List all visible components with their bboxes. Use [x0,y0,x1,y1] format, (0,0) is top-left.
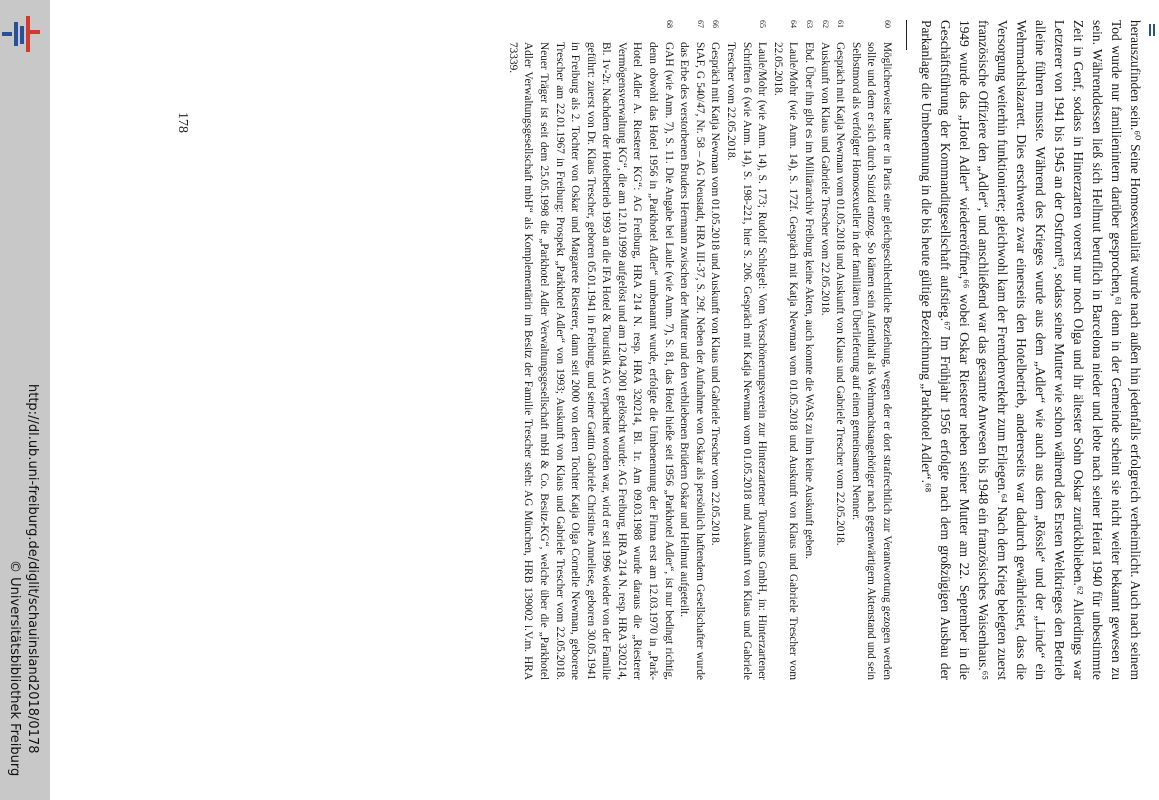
page-content [504,20,1145,680]
footnote-text: StAF, G 540/47, Nr. 58 – AG Neustadt, HRA III-37, S. 29f. Neben der Aufnahme von Oskar als persönlich haftendem Gesellschafter wurde das Erbe des verstorbenen Bruders Hermann zwischen der Mutter und den verbliebenen Brüdern Oskar und Hellmut aufgeteilt. [678,42,706,680]
scroll-indicator-icon [1149,24,1155,36]
source-url[interactable]: http://dl.ub.uni-freiburg.de/diglit/schauinsland2018/0178 [25,384,40,754]
footnote-text: Gespräch mit Katja Newman vom 01.05.2018 und Auskunft von Klaus und Gabriele Trescher vom 22.05.2018. [709,42,722,546]
footnotes [504,20,894,680]
body-text [917,20,1145,680]
footnote-text: Gespräch mit Katja Newman vom 01.05.2018 und Auskunft von Klaus und Gabriele Trescher vom 22.05.2018. [834,42,847,546]
footnote-64 [769,20,800,680]
copyright-text: © Universitätsbibliothek Freiburg [7,560,22,777]
footnote-number: 67 [695,20,705,28]
footnote-number: 66 [711,20,721,28]
page-number: 178 [175,112,190,133]
footnote-61 [832,20,848,680]
footnote-text: Laule/Mohr (wie Anm. 14), S. 172f. Gespräch mit Katja Newman vom 01.05.2018 und Auskunft von Klaus und Gabriele Trescher vom 22.05.2018. [771,42,800,680]
footnote-66 [707,20,723,680]
footnote-text: Ebd. Über ihn gibt es im Militärarchiv Freiburg keine Akten, auch konnte die WASt zu ihm keine Auskunft geben. [803,42,816,559]
footnote-number: 61 [836,20,846,28]
footnote-separator [906,20,907,50]
document-page [50,0,1159,800]
footnote-number: 64 [789,20,799,28]
sidebar [0,0,50,800]
footnote-62 [816,20,832,680]
footnote-63 [800,20,816,680]
footnote-65 [722,20,769,680]
footnote-number: 63 [805,20,815,28]
footnote-60 [847,20,894,680]
footnote-number: 65 [758,20,768,28]
university-logo[interactable] [2,16,42,52]
body-paragraph: herauszufinden sein.⁶⁰ Seine Homosexualität wurde nach außen hin jedenfalls erfolgreich verheimlicht. Auch nach seinem Tod wurde nur familienintern darüber gesprochen,⁶¹ denn in der Gemeinde scheint sie nicht weiter bekannt gewesen zu sein. Währenddessen ließ sich Hellmut beruflich in Barcelona nieder und lebte nach seiner Heirat 1940 für unbestimmte Zeit in Genf, sodass in Hinterzarten vorerst nur noch Olga und ihr ältester Sohn Oskar zurückblieben.⁶² Allerdings war Letzterer von 1941 bis 1945 an der Ostfront⁶³, sodass seine Mutter wie schon während des Ersten Weltkrieges den Betrieb alleine führen musste. Während des Krieges wurde aus dem „Adler“ wie auch aus dem „Rössle“ und der „Linde“ ein Wehrmachtslazarett. Dies erschwerte zwar einerseits den Hotelbetrieb, andererseits war dadurch gewährleistet, dass die Versorgung weiterhin funktionierte; gleichwohl kam der Fremdenverkehr zum Erliegen.⁶⁴ Nach dem Krieg belegten zuerst französische Offiziere den „Adler“, und anschließend war das gesamte Anwesen bis 1948 ein französisches Waisenhaus.⁶⁵ 1949 wurde das „Hotel Adler“ wiedereröffnet,⁶⁶ wobei Oskar Riesterer neben seiner Mutter am 22. September in die Geschäftsführung der Kommanditgesellschaft aufstieg.⁶⁷ Im Frühjahr 1956 erfolgte nach dem großzügigen Ausbau der Parkanlage die Umbenennung in die bis heute gültige Bezeichnung „Parkhotel Adler“.⁶⁸ [919,20,1143,680]
footnote-text: Möglicherweise hatte er in Paris eine gleichgeschlechtliche Beziehung, wegen der er dort strafrechtlich zur Verantwortung gezogen werden sollte und dem er sich durch Suizid entzog. So kämen sein Aufenthalt als Wehrmachtsangehöriger nach gegenwärtigem Aktenstand und sein Selbstmord als verfolgter Homosexueller in der familiären Überlieferung auf einen gemeinsamen Nenner. [849,42,893,680]
footnote-68 [504,20,676,680]
footnote-text: Laule/Mohr (wie Anm. 14), S. 173; Rudolf Schlegel: Vom Verschönerungsverein zur Hinterzartener Tourismus GmbH, in: Hinterzartener Schriften 6 (wie Anm. 14), S. 198-221, hier S. 206. Gespräch mit Katja Newman vom 01.05.2018 und Auskunft von Klaus und Gabriele Trescher vom 22.05.2018. [725,42,769,680]
footnote-text: GAH (wie Anm. 7), S. 11. Die Angabe bei Laule (wie Anm. 7), S. 81, das Hotel hieße seit 1956 „Parkhotel Adler“, ist nur bedingt richtig, denn obwohl das Hotel 1956 in „Parkhotel Adler“ umbenannt wurde, erfolgte die Umbenennung der Firma erst am 12.03.1970 in „Park-Hotel Adler A. Riesterer KG“: AG Freiburg, HRA 214 N. resp. HRA 320214, Bl. 1r. Am 09.03.1988 wurde daraus die „Riesterer Vermögensverwaltung KG“, die am 12.10.1999 aufgelöst und am 12.04.2001 gelöscht wurde: AG Freiburg, HRA 214 N. resp. HRA 320214, Bl. 1v-2r. Nachdem der Hotelbetrieb 1993 an die IFA Hotel & Touristik AG verpachtet worden war, wird er seit 1996 wieder von der Familie geführt: zuerst von Dr. Klaus Trescher, geboren 05.01.1941 in Freiburg, und seiner Gattin Gabriele Christine Anneliese, geboren 30.05.1941 in Freiburg als 2. Tochter von Oskar und Margarete Riesterer, dann seit 2000 von deren Tochter Katja Olga Cornelie Newman, geborene Trescher am 22.01.1967 in Freiburg: Prospekt „Parkhotel Adler“ von 1993; Auskunft von Klaus und Gabriele Trescher vom 22.05.2018. Neuer Träger ist seit dem 25.05.1998 die „Parkhotel Adler Verwaltungsgesellschaft mbH & Co. Besitz-KG“, welche über die „Parkhotel Adler Verwaltungsgesellschaft mbH“ als Komplementärin im Besitz der Familie Trescher steht: AG München, HRB 139002 i.V.m. HRA 73339. [506,42,675,680]
footnote-number: 62 [820,20,830,28]
footnote-number: 68 [664,20,674,28]
footnote-number: 60 [883,20,892,28]
footnote-text: Auskunft von Klaus und Gabriele Trescher vom 22.05.2018. [818,42,831,316]
footnote-67 [676,20,707,680]
